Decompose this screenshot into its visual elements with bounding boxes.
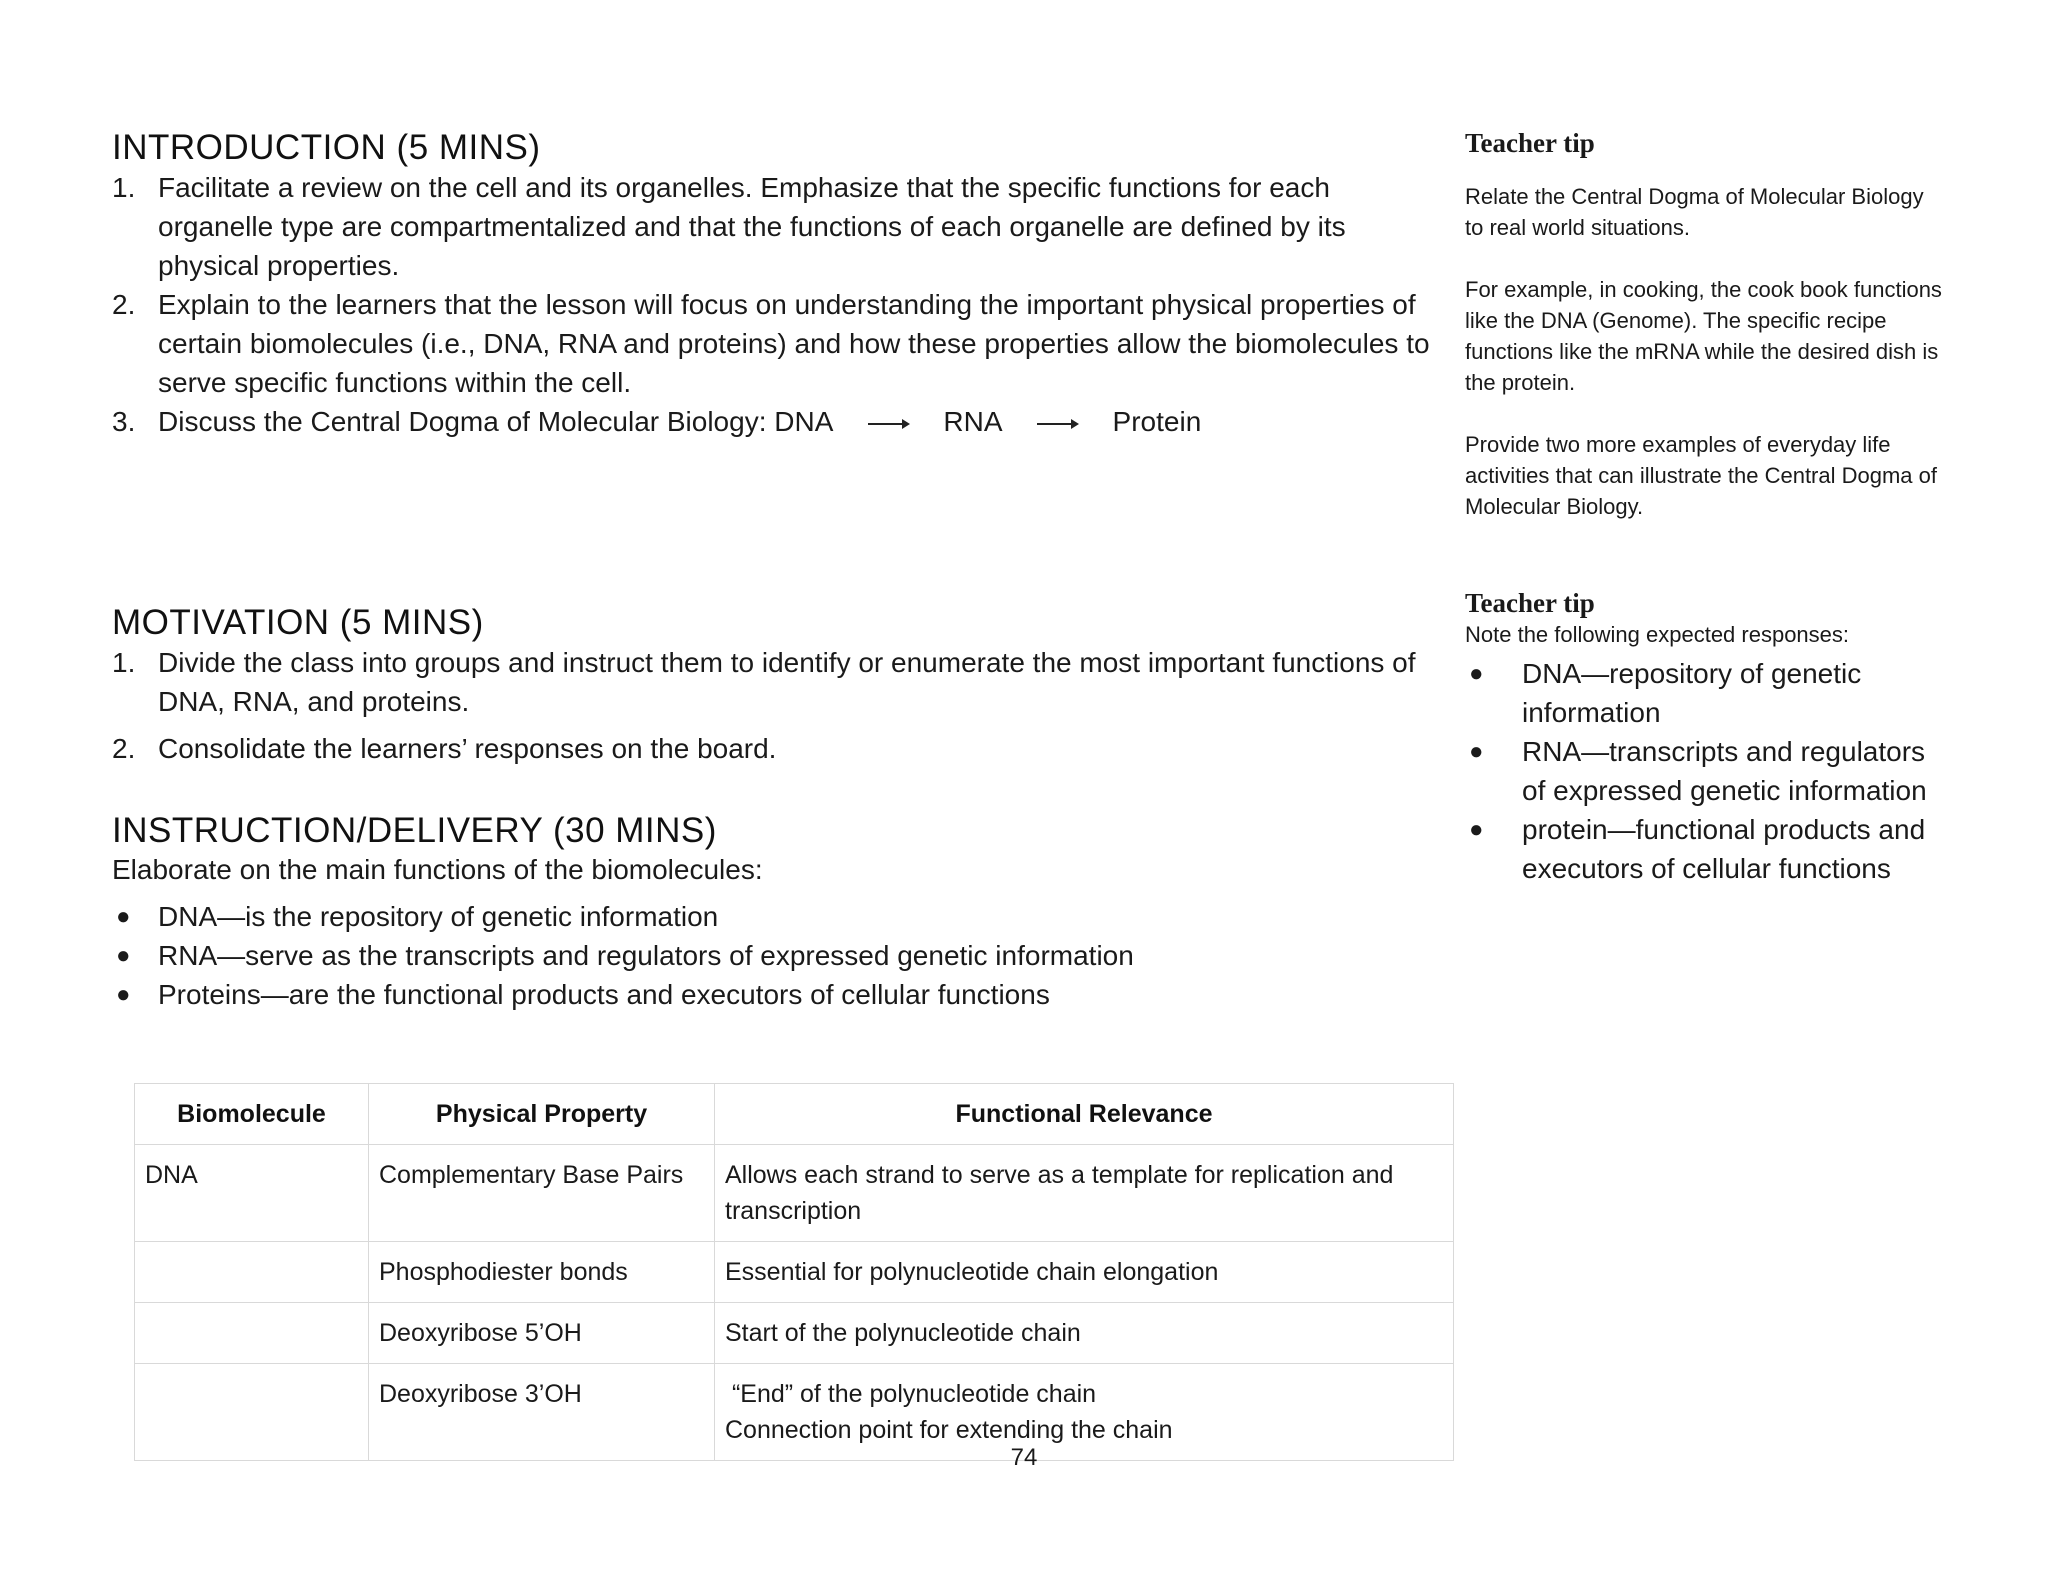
introduction-section xyxy=(112,128,1432,441)
main-column xyxy=(112,128,1432,1010)
table-cell xyxy=(135,1303,369,1364)
teacher-tip-title: Teacher tip xyxy=(1465,128,1595,158)
table-row xyxy=(135,1242,1454,1303)
list-item: 2. Consolidate the learners’ responses on the board. xyxy=(112,733,777,764)
arrow-right-icon xyxy=(1037,423,1077,425)
tip-bullets xyxy=(1465,654,1945,888)
table-cell: Phosphodiester bonds xyxy=(369,1242,715,1303)
list-item: ● RNA—transcripts and regulators of expressed genetic information xyxy=(1465,732,1945,810)
list-item: 2. Explain to the learners that the lesson will focus on understanding the important physical properties of certain biomolecules (i.e., DNA, RNA and proteins) and how these properties allow the biomolecules to serve specific functions within the cell. xyxy=(112,289,1430,398)
table-cell xyxy=(135,1242,369,1303)
tip-paragraph: Provide two more examples of everyday life activities that can illustrate the Central Dogma of Molecular Biology. xyxy=(1465,432,1938,519)
introduction-heading: INTRODUCTION (5 MINS) xyxy=(112,128,541,167)
list-item: ● DNA—is the repository of genetic information xyxy=(112,897,1134,936)
table-cell: DNA xyxy=(135,1145,369,1242)
table-cell: Deoxyribose 5’OH xyxy=(369,1303,715,1364)
introduction-list xyxy=(112,168,1432,441)
list-item: ● Proteins—are the functional products and executors of cellular functions xyxy=(112,975,1134,1014)
table-cell: Allows each strand to serve as a template for replication and transcription xyxy=(715,1145,1454,1242)
motivation-heading: MOTIVATION (5 MINS) xyxy=(112,603,484,642)
instruction-bullets xyxy=(112,897,1134,1014)
bullet-icon: ● xyxy=(1469,816,1484,843)
list-item: 1. Divide the class into groups and instruct them to identify or enumerate the most important functions of DNA, RNA, and proteins. xyxy=(112,647,1416,717)
sidebar xyxy=(1465,128,1945,884)
teacher-tip-title: Teacher tip xyxy=(1465,588,1595,618)
teacher-tip-box xyxy=(1465,588,1945,888)
bullet-icon: ● xyxy=(116,942,131,969)
cell-line: “End” of the polynucleotide chain xyxy=(725,1380,1097,1408)
page-number: 74 xyxy=(1010,1444,1038,1471)
teacher-tip-box xyxy=(1465,128,1945,522)
tip-paragraph: For example, in cooking, the cook book functions like the DNA (Genome). The specific recipe functions like the mRNA while the desired dish is the protein. xyxy=(1465,277,1942,395)
bullet-icon: ● xyxy=(116,903,131,930)
table-cell: Start of the polynucleotide chain xyxy=(715,1303,1454,1364)
central-dogma-protein: Protein xyxy=(1112,406,1202,437)
biomolecule-table xyxy=(134,1083,1454,1461)
table-row xyxy=(135,1145,1454,1242)
tip-intro: Note the following expected responses: xyxy=(1465,622,1850,647)
list-item: 1. Facilitate a review on the cell and its organelles. Emphasize that the specific functions for each organelle type are compartmentalized and that the functions of each organelle are defined by its physical properties. xyxy=(112,172,1346,281)
tip-paragraph: Relate the Central Dogma of Molecular Biology to real world situations. xyxy=(1465,184,1924,240)
central-dogma-text: Discuss the Central Dogma of Molecular Biology: DNA xyxy=(158,406,832,437)
motivation-list xyxy=(112,643,1432,768)
column-header: Functional Relevance xyxy=(715,1084,1454,1145)
table-cell: Essential for polynucleotide chain elongation xyxy=(715,1242,1454,1303)
motivation-section xyxy=(112,603,1432,768)
table-cell: Deoxyribose 3’OH xyxy=(369,1364,715,1461)
bullet-icon: ● xyxy=(1469,738,1484,765)
list-item: ● RNA—serve as the transcripts and regulators of expressed genetic information xyxy=(112,936,1134,975)
bullet-icon: ● xyxy=(116,981,131,1008)
list-item: ● DNA—repository of genetic information xyxy=(1465,654,1945,732)
table-cell: Complementary Base Pairs xyxy=(369,1145,715,1242)
column-header: Biomolecule xyxy=(135,1084,369,1145)
table-header-row xyxy=(135,1084,1454,1145)
central-dogma-rna: RNA xyxy=(943,406,1001,437)
bullet-icon: ● xyxy=(1469,660,1484,687)
instruction-section xyxy=(112,811,1134,1014)
list-item: ● protein—functional products and executors of cellular functions xyxy=(1465,810,1945,888)
list-item: 3. Discuss the Central Dogma of Molecular Biology: DNA RNA Protein xyxy=(112,406,1202,437)
instruction-lead: Elaborate on the main functions of the biomolecules: xyxy=(112,854,763,885)
instruction-heading: INSTRUCTION/DELIVERY (30 MINS) xyxy=(112,811,717,850)
table-row xyxy=(135,1303,1454,1364)
arrow-right-icon xyxy=(868,423,908,425)
cell-line: Connection point for extending the chain xyxy=(725,1416,1173,1444)
column-header: Physical Property xyxy=(369,1084,715,1145)
